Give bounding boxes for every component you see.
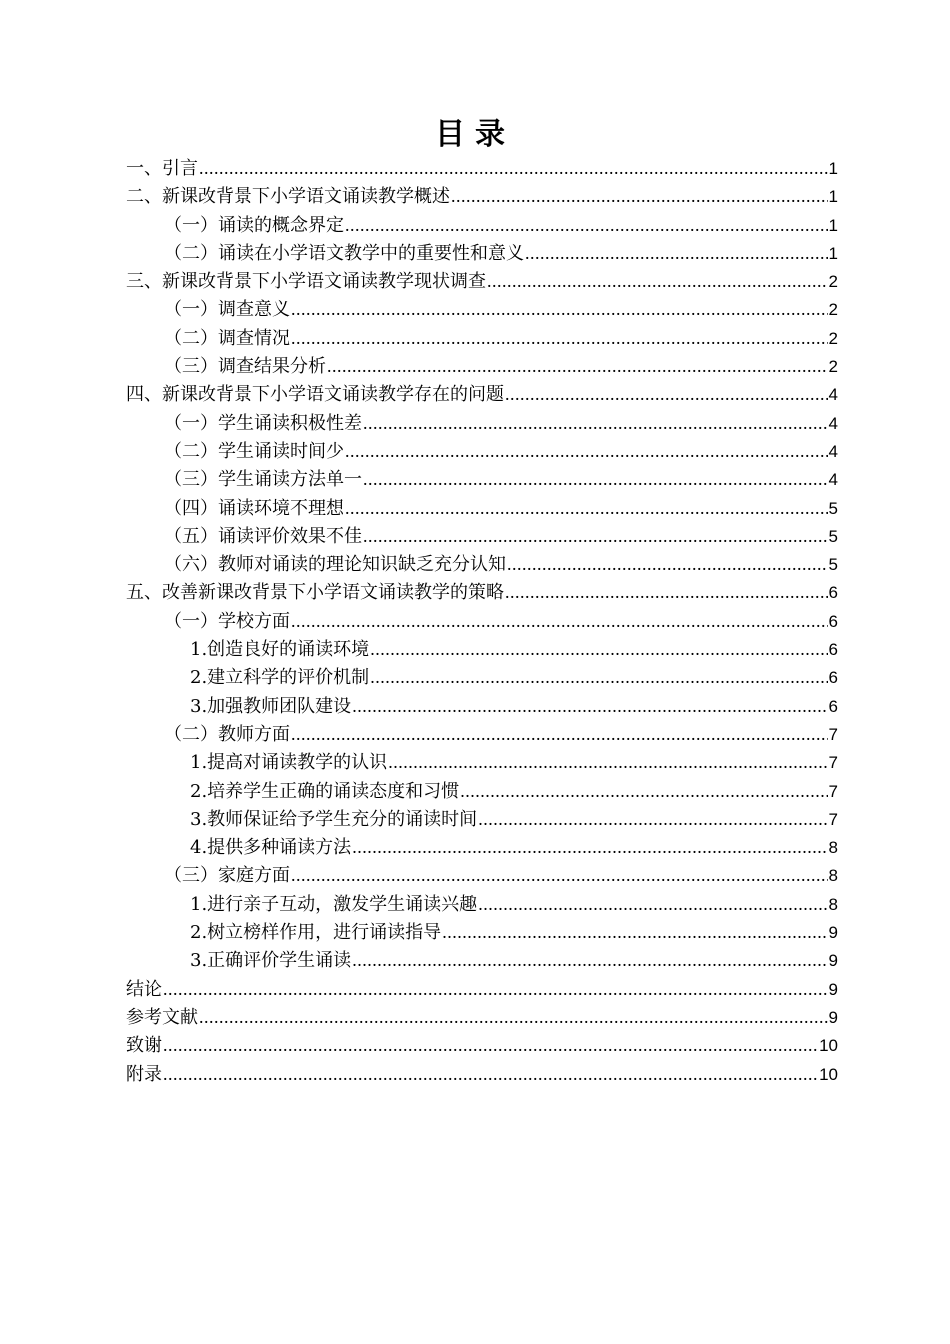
toc-entry-title: 三、新课改背景下小学语文诵读教学现状调查 (126, 271, 486, 293)
dot-leader (291, 295, 828, 323)
dot-leader (352, 692, 827, 720)
toc-entry-title: 4.提供多种诵读方法 (190, 837, 352, 859)
toc-entry[interactable] (126, 295, 838, 323)
toc-entry-page-number: 7 (828, 781, 838, 801)
toc-entry-page-number: 4 (828, 470, 838, 490)
toc-entry-page-number: 6 (828, 583, 838, 603)
dot-leader (478, 805, 827, 833)
toc-entry-title: （三）调查结果分析 (164, 356, 326, 378)
dot-leader (363, 409, 828, 437)
toc-entry-title: （一）诵读的概念界定 (164, 214, 344, 236)
toc-entry-title: （一）调查意义 (164, 299, 290, 321)
toc-entry-page-number: 7 (828, 724, 838, 744)
toc-entry-title: （二）学生诵读时间少 (164, 440, 344, 462)
toc-entry-page-number: 2 (828, 300, 838, 320)
dot-leader (370, 663, 827, 691)
dot-leader (370, 635, 827, 663)
dot-leader (345, 211, 828, 239)
dot-leader (507, 550, 828, 578)
toc-entry-page-number: 9 (828, 951, 838, 971)
toc-entry-title: （一）学校方面 (164, 610, 290, 632)
toc-entry-title: 一、引言 (126, 158, 198, 179)
dot-leader (442, 918, 827, 946)
toc-entry[interactable] (126, 522, 838, 550)
toc-entry[interactable] (126, 380, 838, 408)
toc-entry[interactable] (126, 663, 838, 691)
toc-entry-title: 3.教师保证给予学生充分的诵读时间 (190, 808, 478, 830)
toc-entry-title: （二）调查情况 (164, 327, 290, 349)
toc-entry[interactable] (126, 239, 838, 267)
toc-entry-title: 1.进行亲子互动，激发学生诵读兴趣 (190, 893, 478, 915)
toc-entry[interactable] (126, 748, 838, 776)
toc-entry[interactable] (126, 352, 838, 380)
toc-entry-title: 结论 (126, 978, 162, 1000)
toc-entry-title: 四、新课改背景下小学语文诵读教学存在的问题 (126, 384, 504, 406)
dot-leader (345, 494, 828, 522)
dot-leader (352, 833, 827, 861)
toc-entry-page-number: 6 (828, 640, 838, 660)
toc-entry[interactable] (126, 465, 838, 493)
dot-leader (363, 522, 828, 550)
dot-leader (291, 324, 828, 352)
toc-entry[interactable] (126, 437, 838, 465)
dot-leader (388, 748, 827, 776)
toc-entry-title: 致谢 (126, 1035, 162, 1057)
dot-leader (163, 975, 828, 1003)
toc-entry-title: 二、新课改背景下小学语文诵读教学概述 (126, 186, 450, 208)
toc-entry-page-number: 5 (828, 526, 838, 546)
dot-leader (525, 239, 828, 267)
toc-entry-page-number: 9 (828, 1007, 838, 1027)
toc-entry-page-number: 4 (828, 441, 838, 461)
toc-entry-title: 五、改善新课改背景下小学语文诵读教学的策略 (126, 582, 504, 604)
toc-entry-page-number: 7 (828, 753, 838, 773)
dot-leader (451, 182, 828, 210)
toc-entry-page-number: 2 (828, 357, 838, 377)
toc-entry-page-number: 5 (828, 555, 838, 575)
dot-leader (163, 1031, 818, 1059)
dot-leader (345, 437, 828, 465)
dot-leader (327, 352, 828, 380)
toc-entry-title: （四）诵读环境不理想 (164, 497, 344, 519)
toc-entry[interactable] (126, 1060, 838, 1088)
toc-entry-title: （六）教师对诵读的理论知识缺乏充分认知 (164, 554, 506, 576)
dot-leader (163, 1060, 818, 1088)
toc-entry[interactable] (126, 607, 838, 635)
toc-entry[interactable] (126, 918, 838, 946)
toc-entry-page-number: 9 (828, 923, 838, 943)
toc-entry-title: （三）家庭方面 (164, 865, 290, 887)
toc-entry[interactable] (126, 890, 838, 918)
toc-entry[interactable] (126, 550, 838, 578)
toc-entry-page-number: 8 (828, 894, 838, 914)
toc-entry[interactable] (126, 833, 838, 861)
toc-entry-title: （五）诵读评价效果不佳 (164, 525, 362, 547)
toc-entry[interactable] (126, 1031, 838, 1059)
toc-entry-page-number: 1 (828, 159, 838, 178)
dot-leader (291, 861, 828, 889)
toc-entry[interactable] (126, 635, 838, 663)
toc-entry-page-number: 1 (828, 187, 838, 207)
toc-entry-page-number: 1 (828, 243, 838, 263)
toc-entry[interactable] (126, 777, 838, 805)
toc-entry-page-number: 10 (819, 1036, 838, 1056)
toc-entry-page-number: 2 (828, 272, 838, 292)
toc-entry-title: 1.提高对诵读教学的认识 (190, 752, 388, 774)
table-of-contents (126, 154, 838, 1088)
toc-entry-title: （三）学生诵读方法单一 (164, 469, 362, 491)
toc-entry-title: 3.加强教师团队建设 (190, 695, 352, 717)
toc-entry[interactable] (126, 720, 838, 748)
toc-entry[interactable] (126, 1003, 838, 1031)
toc-entry-title: （二）诵读在小学语文教学中的重要性和意义 (164, 242, 524, 264)
dot-leader (487, 267, 828, 295)
toc-entry-page-number: 4 (828, 385, 838, 405)
toc-entry-page-number: 8 (828, 866, 838, 886)
dot-leader (352, 946, 827, 974)
toc-entry[interactable] (126, 578, 838, 606)
toc-entry[interactable] (126, 267, 838, 295)
toc-entry-page-number: 1 (828, 215, 838, 235)
toc-entry[interactable] (126, 494, 838, 522)
toc-entry-page-number: 4 (828, 413, 838, 433)
toc-entry-page-number: 6 (828, 668, 838, 688)
dot-leader (505, 578, 828, 606)
toc-entry[interactable] (126, 805, 838, 833)
toc-entry[interactable] (126, 692, 838, 720)
toc-entry[interactable] (126, 154, 838, 182)
toc-entry[interactable] (126, 211, 838, 239)
dot-leader (460, 777, 827, 805)
toc-entry[interactable] (126, 409, 838, 437)
toc-entry[interactable] (126, 946, 838, 974)
dot-leader (199, 154, 828, 182)
toc-entry[interactable] (126, 324, 838, 352)
toc-entry[interactable] (126, 861, 838, 889)
toc-entry-page-number: 7 (828, 809, 838, 829)
toc-entry[interactable] (126, 182, 838, 210)
toc-entry-title: （二）教师方面 (164, 723, 290, 745)
toc-entry-page-number: 6 (828, 611, 838, 631)
toc-entry[interactable] (126, 975, 838, 1003)
toc-entry-title: 参考文献 (126, 1006, 198, 1028)
toc-entry-page-number: 5 (828, 498, 838, 518)
dot-leader (291, 607, 828, 635)
dot-leader (199, 1003, 828, 1031)
dot-leader (363, 465, 828, 493)
dot-leader (505, 380, 828, 408)
toc-entry-title: 3.正确评价学生诵读 (190, 950, 352, 972)
toc-entry-title: （一）学生诵读积极性差 (164, 412, 362, 434)
toc-entry-page-number: 6 (828, 696, 838, 716)
toc-entry-title: 附录 (126, 1063, 162, 1085)
dot-leader (291, 720, 828, 748)
dot-leader (478, 890, 827, 918)
toc-entry-title: 2.建立科学的评价机制 (190, 667, 370, 689)
page-title: 目录 (435, 117, 515, 152)
toc-entry-page-number: 9 (828, 979, 838, 999)
toc-entry-page-number: 10 (819, 1064, 838, 1084)
toc-entry-title: 2.树立榜样作用，进行诵读指导 (190, 922, 442, 944)
toc-entry-page-number: 2 (828, 328, 838, 348)
toc-entry-title: 1.创造良好的诵读环境 (190, 639, 370, 661)
toc-entry-title: 2.培养学生正确的诵读态度和习惯 (190, 780, 460, 802)
toc-entry-page-number: 8 (828, 838, 838, 858)
